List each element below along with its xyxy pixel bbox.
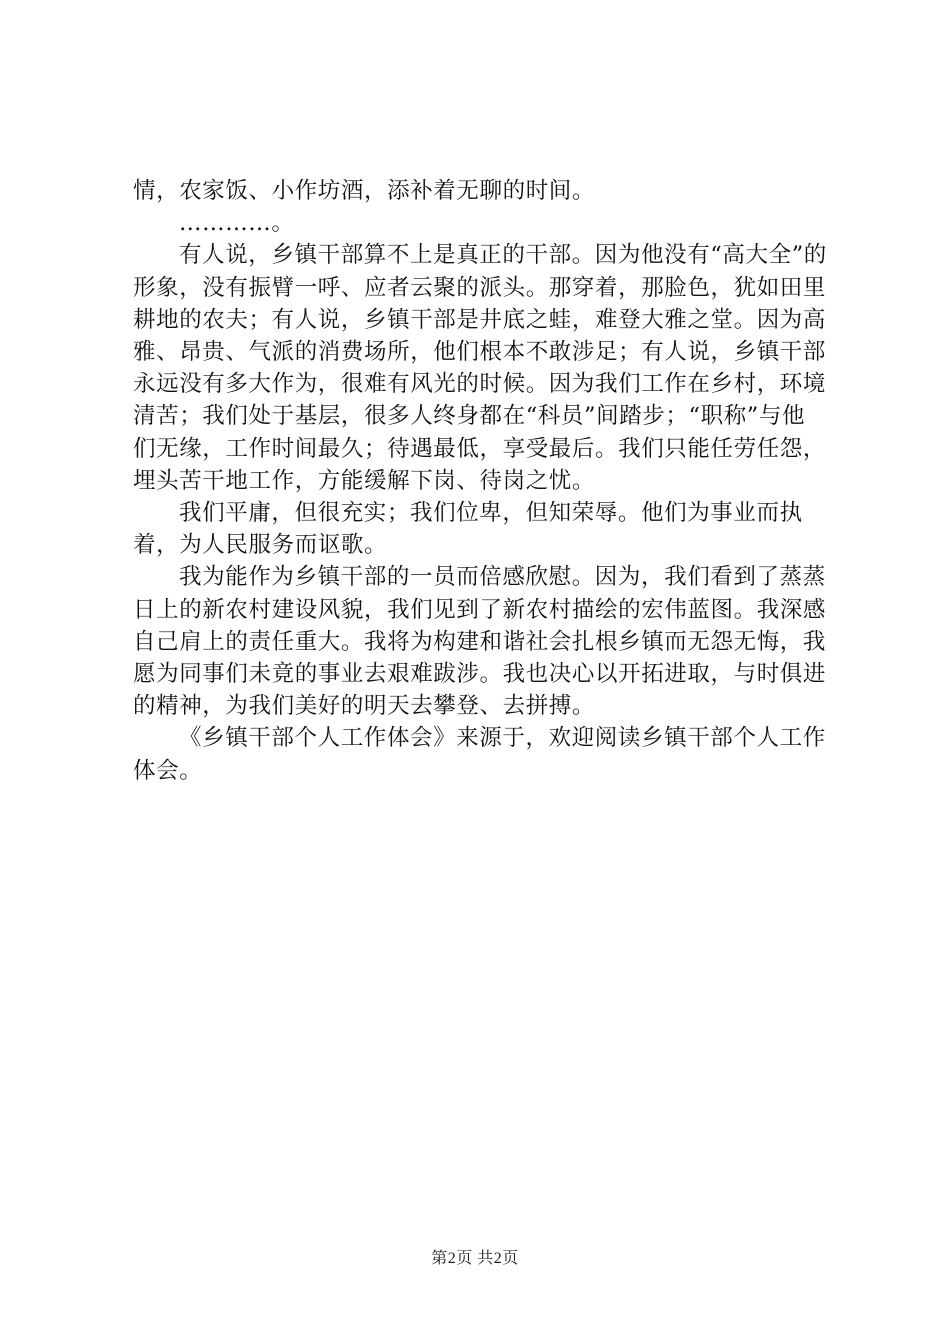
document-body <box>133 175 828 787</box>
paragraph-continuation: 情，农家饭、小作坊酒，添补着无聊的时间。 <box>133 178 596 204</box>
page-number-footer: 第2页 共2页 <box>431 1250 519 1267</box>
paragraph-source-note: 《乡镇干部个人工作体会》来源于，欢迎阅读乡镇干部个人工作体会。 <box>133 725 826 784</box>
ellipsis-line: …………。 <box>179 210 295 237</box>
paragraph: 我为能作为乡镇干部的一员而倍感欣慰。因为，我们看到了蒸蒸日上的新农村建设风貌，我们见到了新农村描绘的宏伟蓝图。我深感自己肩上的责任重大。我将为构建和谐社会扎根乡镇而无怨无悔，我愿为同事们未竟的事业去艰难跋涉。我也决心以开拓进取，与时俱进的精神，为我们美好的明天去攀登、去拼搏。 <box>133 564 827 720</box>
paragraph: 我们平庸，但很充实；我们位卑，但知荣辱。他们为事业而执着，为人民服务而讴歌。 <box>133 500 803 559</box>
paragraph: 有人说，乡镇干部算不上是真正的干部。因为他没有“高大全”的形象，没有振臂一呼、应者云聚的派头。那穿着，那脸色，犹如田里耕地的农夫；有人说，乡镇干部是井底之蛙，难登大雅之堂。因为高雅、昂贵、气派的消费场所，他们根本不敢涉足；有人说，乡镇干部永远没有多大作为，很难有风光的时候。因为我们工作在乡村，环境清苦；我们处于基层，很多人终身都在“科员”间踏步；“职称”与他们无缘，工作时间最久；待遇最低，享受最后。我们只能任劳任怨，埋头苦干地工作，方能缓解下岗、待岗之忧。 <box>133 242 827 494</box>
